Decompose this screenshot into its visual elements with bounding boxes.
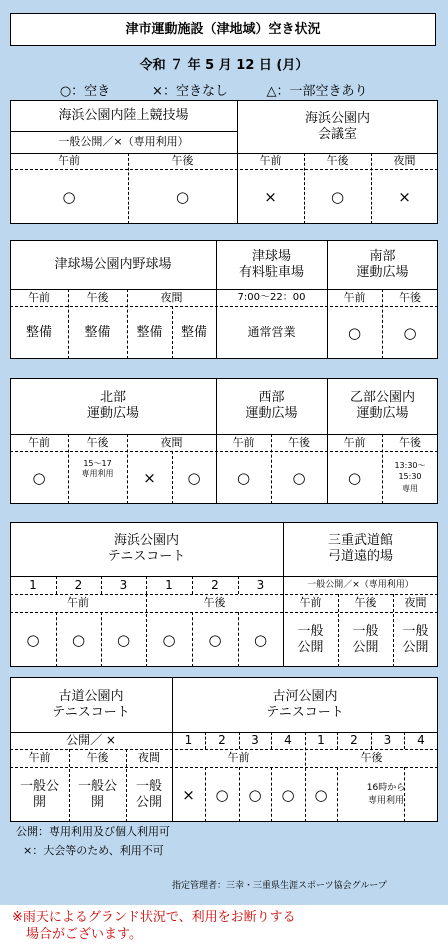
court-number: 2 [74,577,83,592]
status-cell: 整備 [136,324,163,340]
court-number: 2 [350,733,358,748]
facility-seibu-ground: 西部 運動広場 [245,390,298,421]
status-cell: ○ [187,468,201,487]
status-cell: ○ [116,630,131,649]
status-cell: ○ [248,785,262,804]
status-cell-public: 一般 公開 [352,623,379,655]
legend-available: ○：空き [59,84,111,100]
header-morning: 午前 [227,751,250,765]
status-cell: 整備 [25,324,52,340]
court-number: 4 [284,733,292,748]
header-night: 夜間 [160,290,183,304]
facility-kaihin-tennis: 海浜公園内 テニスコート [107,533,186,564]
court-number: 1 [317,733,325,748]
header-morning: 午前 [299,596,322,610]
court-number: 3 [251,733,259,748]
status-cell: × [143,468,156,487]
status-cell: ○ [26,630,40,649]
header-afternoon: 午後 [86,290,109,304]
header-afternoon: 午後 [203,596,226,610]
court-number: 3 [256,577,265,592]
report-date: 令和 ７ 年 5 月 12 日 (月） [139,58,309,74]
legend-full: ×：空きなし [152,84,228,100]
header-night: 夜間 [393,154,416,168]
header-afternoon: 午後 [399,435,421,449]
facility-hokubu-ground: 北部 運動広場 [86,390,139,421]
court-number: 2 [218,733,226,748]
status-cell: ○ [403,323,417,342]
status-cell: 整備 [180,324,207,340]
status-cell: × [264,187,277,206]
note-unavailable: ×：大会等のため、利用不可 [23,844,164,857]
header-afternoon: 午後 [399,290,421,304]
status-cell: 通常営業 [247,325,296,340]
status-cell-reserved: 16時から 専用利用 [366,782,406,806]
status-cell: ○ [62,187,76,206]
status-cell-public: 一般公 開 [19,778,59,810]
status-cell: ○ [71,630,86,649]
status-cell: ○ [208,630,222,649]
header-afternoon: 午後 [86,751,109,765]
header-morning: 午前 [343,435,366,449]
status-cell: ○ [292,468,306,487]
status-cell-public: 一般 公開 [297,623,324,655]
header-morning: 午前 [28,751,51,765]
status-cell: × [398,187,411,206]
status-cell: ○ [347,468,362,487]
status-cell: 整備 [84,324,111,340]
header-morning: 午前 [343,290,366,304]
facility-kaihin-stadium: 海浜公園内陸上競技場 [58,107,189,123]
header-morning: 午前 [259,154,282,168]
manager-credit: 指定管理者：三幸・三重県生涯スポーツ協会グループ [172,881,387,891]
status-cell: ○ [253,630,268,649]
furumichi-sub: 公開／ × [66,733,116,748]
status-cell-reserved: 13:30～ 15:30 専用 [394,461,426,493]
header-afternoon: 午後 [288,435,310,449]
court-number: 3 [119,577,128,592]
header-morning: 午前 [67,596,89,610]
status-cell: × [182,785,195,804]
status-cell: ○ [281,785,295,804]
header-night: 夜間 [160,435,183,449]
header-morning: 午前 [28,290,50,304]
legend-partial: △：一部空きあり [266,84,368,100]
court-number: 1 [29,577,37,592]
kyudo-sub: 一般公開／×（専用利用） [307,579,414,590]
court-number: 2 [211,577,219,592]
page-title: 津市運動施設（津地域）空き状況 [125,21,321,37]
status-cell: ○ [236,468,251,487]
header-afternoon: 午後 [171,154,194,168]
status-cell: ○ [330,187,345,206]
header-morning: 午前 [28,435,50,449]
header-afternoon: 午後 [354,596,377,610]
status-cell: ○ [215,785,229,804]
note-public: 公開：専用利用及び個人利用可 [16,825,170,838]
header-afternoon: 午後 [326,154,349,168]
facility-otobe-ground: 乙部公園内 運動広場 [349,390,415,421]
status-cell: ○ [162,630,176,649]
status-cell: ○ [347,323,362,342]
status-cell-public: 一般 公開 [402,623,429,655]
header-night: 夜間 [404,596,427,610]
header-afternoon: 午後 [360,751,383,765]
facility-tsu-baseball: 津球場公園内野球場 [54,256,172,272]
facility-furukawa-tennis: 古河公園内 テニスコート [266,688,344,720]
status-cell-reserved: 15～17 専用利用 [81,459,114,478]
header-afternoon: 午後 [86,435,109,449]
facility-tsu-parking: 津球場 有料駐車場 [238,248,304,280]
status-cell: ○ [175,187,190,206]
facility-kaihin-meeting-room: 海浜公園内 会議室 [304,110,370,142]
header-morning: 午前 [232,435,255,449]
court-number: 1 [184,733,193,748]
header-parking-hours: 7:00～22：00 [237,291,306,303]
facility-mie-budokan-kyudo: 三重武道館 弓道遠的場 [327,533,393,564]
facility-nanbu-ground: 南部 運動広場 [356,248,409,280]
status-cell: ○ [314,785,328,804]
status-cell: ○ [32,468,46,487]
court-number: 3 [383,733,392,748]
header-night: 夜間 [138,751,160,765]
status-cell-public: 一般 公開 [135,778,162,810]
facility-furumichi-tennis: 古道公園内 テニスコート [52,688,130,720]
facility-kaihin-stadium-sub: 一般公開／×（専用利用） [58,135,189,149]
rain-warning: ※雨天によるグランド状況で、利用をお断りする 場合がございます。 [12,910,296,942]
court-number: 4 [417,733,425,748]
header-morning: 午前 [58,154,80,168]
court-number: 1 [165,577,173,592]
status-cell-public: 一般公 開 [77,778,117,810]
